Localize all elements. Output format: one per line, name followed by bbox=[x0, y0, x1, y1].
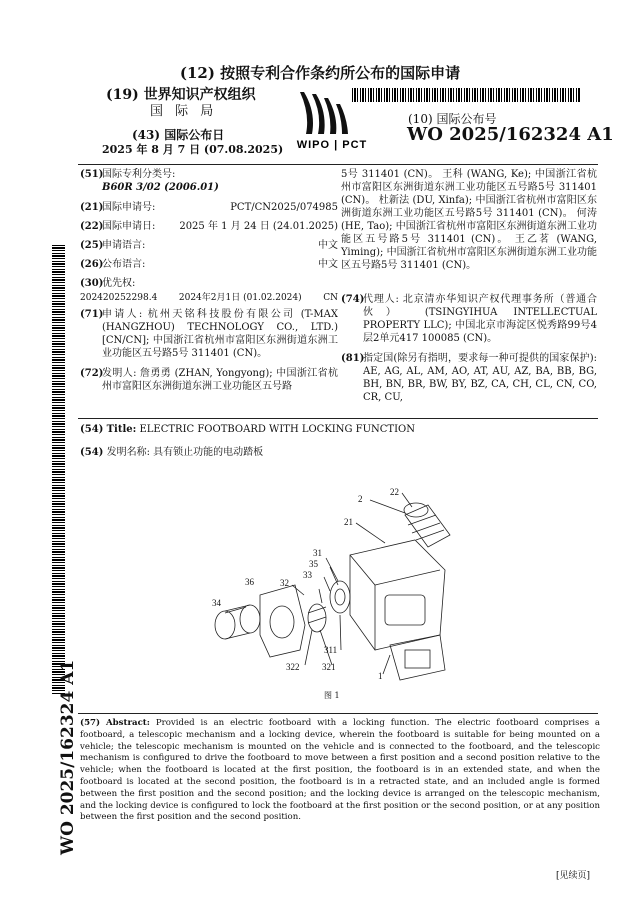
pub-date-label: (43) 国际公布日 bbox=[132, 128, 225, 142]
top-barcode bbox=[352, 88, 580, 102]
fig-label-34: 34 bbox=[212, 598, 221, 608]
field-51: (51)国际专利分类号: B60R 3/02 (2006.01) bbox=[80, 169, 219, 193]
fig-label-32: 32 bbox=[280, 578, 289, 588]
field-74: (74) 代理人: 北京清亦华知识产权代理事务所（普通合伙） (TSINGYIHUA INTELLECTUAL PROPERTY LLC); 中国北京市海淀区悦秀路99号4层2单元417 100085 (CN)。 bbox=[341, 294, 597, 344]
field-21: (21)国际申请号: PCT/CN2025/074985 bbox=[80, 202, 338, 213]
field-81: (81) 指定国(除另有指明，要求每一种可提供的国家保护): AE, AG, AL, AM, AO, AT, AU, AZ, BA, BB, BG, BH, BN, BR, BW, BY, BZ, CA, CH, CL, CN, CO, CR, CU, bbox=[341, 353, 597, 403]
field-30: (30)优先权: 202420252298.4 2024年2月1日 (01.02.2024) CN bbox=[80, 278, 338, 303]
inventors-continued: 5号 311401 (CN)。 王科 (WANG, Ke); 中国浙江省杭州市富阳区东洲街道东洲工业功能区五号路5号 311401 (CN)。 杜新法 (DU, Xinfa); 中国浙江省杭州市富阳区东洲街道东洲工业功能区五号路5号 311401 (CN)。 何涛 (HE, Tao); 中国浙江省杭州市富阳区东洲街道东洲工业功能区五号路5号 311401 (CN)。 王乙茗 (WANG, Yiming); 中国浙江省杭州市富阳区东洲街道东洲工业功能区五号路5号 311401 (CN)。 bbox=[341, 169, 597, 271]
bureau-name: 国 际 局 bbox=[150, 104, 218, 119]
fig-label-2: 2 bbox=[358, 494, 363, 504]
fig-label-321: 321 bbox=[322, 662, 336, 672]
patent-figure bbox=[200, 485, 480, 690]
fig-label-21: 21 bbox=[344, 517, 353, 527]
abstract: (57) Abstract: Provided is an electric footboard with a locking function. The electric footboard comprises a footboard, a telescopic mechanism and a locking device, wherein the footboard is suitable for being mounted on a vehicle; the telescopic mechanism is mounted on the vehicle and is connected to the footboard, and the telescopic mechanism is configured to drive the footboard to move between a first position and a second position relative to the vehicle; when the footboard is located at the first position, the footboard is in an extended state, and when the footboard is located at the second position, the footboard is in a retracted state, and an included angle is formed between the first position and the second position; and the locking device is arranged on the telescopic mechanism, and the locking device is configured to lock the footboard at the first position or the second position, or at any position between the first position and the second position. bbox=[80, 718, 600, 823]
fig-label-33: 33 bbox=[303, 570, 312, 580]
logo-text: WIPO | PCT bbox=[296, 139, 368, 151]
fig-label-22: 22 bbox=[390, 487, 399, 497]
title-en: (54) Title: ELECTRIC FOOTBOARD WITH LOCKING FUNCTION bbox=[80, 424, 416, 435]
fig-label-1: 1 bbox=[378, 671, 383, 681]
fig-label-322: 322 bbox=[286, 662, 300, 672]
fig-label-36: 36 bbox=[245, 577, 254, 587]
field-71: (71) 申请人: 杭州天铭科技股份有限公司 (T-MAX (HANGZHOU) TECHNOLOGY CO., LTD.) [CN/CN]; 中国浙江省杭州市富阳区东洲街道东洲工业功能区五号路5号 311401 (CN)。 bbox=[80, 309, 338, 359]
abstract-divider bbox=[78, 713, 598, 714]
pub-number-label: (10) 国际公布号 bbox=[408, 112, 497, 126]
wipo-pct-logo bbox=[282, 90, 382, 152]
pub-date: 2025 年 8 月 7 日 (07.08.2025) bbox=[102, 143, 284, 156]
organization-name: (19) 世界知识产权组织 bbox=[106, 87, 256, 103]
pub-number: WO 2025/162324 A1 bbox=[407, 124, 614, 145]
titles-divider bbox=[78, 418, 598, 419]
field-22: (22)国际申请日: 2025 年 1 月 24 日 (24.01.2025) bbox=[80, 221, 338, 232]
fig-label-31: 31 bbox=[313, 548, 322, 558]
field-72: (72) 发明人: 詹勇勇 (ZHAN, Yongyong); 中国浙江省杭州市富阳区东洲街道东洲工业功能区五号路 bbox=[80, 368, 338, 392]
figure-caption: 图 1 bbox=[324, 691, 340, 700]
fig-label-311: 311 bbox=[324, 645, 338, 655]
document-title: (12) 按照专利合作条约所公布的国际申请 bbox=[179, 64, 461, 82]
side-pub-number: WO 2025/162324 A1 bbox=[58, 659, 78, 855]
fig-label-35: 35 bbox=[309, 559, 318, 569]
side-barcode bbox=[52, 245, 65, 695]
field-25: (25)申请语言: 中文 bbox=[80, 240, 338, 251]
header-divider bbox=[78, 164, 598, 165]
title-cn: (54) 发明名称: 具有锁止功能的电动踏板 bbox=[80, 447, 264, 458]
continued-note: [见续页] bbox=[556, 871, 591, 881]
field-26: (26)公布语言: 中文 bbox=[80, 259, 338, 270]
